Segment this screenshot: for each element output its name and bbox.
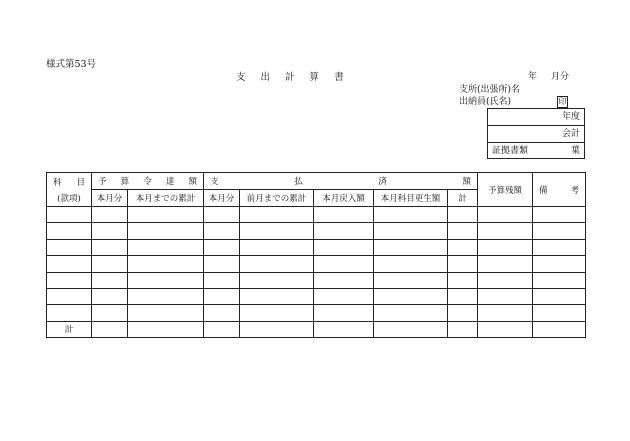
table-cell[interactable] (240, 272, 314, 288)
form-number: 様式第53号 (46, 59, 97, 70)
paid-month-header: 本月分 (204, 190, 240, 207)
paid-char-3: 済 (378, 177, 387, 187)
table-cell[interactable] (374, 288, 448, 304)
table-cell[interactable] (204, 321, 240, 337)
remarks-char-1: 備 (539, 185, 548, 196)
date-year: 年 (528, 72, 538, 82)
table-body (47, 207, 586, 322)
voucher-label: 証拠書類 (492, 146, 529, 156)
table-cell[interactable] (92, 288, 128, 304)
table-cell[interactable] (478, 288, 533, 304)
budget-char-2: 算 (120, 177, 130, 187)
table-row (47, 207, 586, 223)
table-cell[interactable] (204, 272, 240, 288)
paid-total-header: 計 (448, 190, 478, 207)
table-cell[interactable] (314, 272, 374, 288)
table-cell[interactable] (478, 305, 533, 321)
table-cell[interactable] (533, 272, 586, 288)
table-cell[interactable] (47, 223, 92, 239)
table-cell[interactable] (533, 223, 586, 239)
table-cell[interactable] (240, 256, 314, 272)
table-cell[interactable] (47, 272, 92, 288)
table-cell[interactable] (128, 272, 204, 288)
total-row-label: 計 (47, 321, 92, 337)
table-cell[interactable] (240, 288, 314, 304)
table-cell[interactable] (448, 239, 478, 255)
table-cell[interactable] (448, 256, 478, 272)
paid-reclass-header: 本月科目更生額 (374, 190, 448, 207)
table-cell[interactable] (314, 321, 374, 337)
table-cell[interactable] (128, 305, 204, 321)
table-cell[interactable] (448, 321, 478, 337)
table-cell[interactable] (240, 239, 314, 255)
table-cell[interactable] (128, 321, 204, 337)
table-cell[interactable] (314, 256, 374, 272)
budget-char-3: 令 (143, 177, 152, 187)
table-cell[interactable] (448, 272, 478, 288)
table-cell[interactable] (533, 239, 586, 255)
date-month: 月分 (551, 72, 570, 82)
table-cell[interactable] (47, 256, 92, 272)
fiscal-year-label: 年度 (561, 112, 580, 122)
account-label: 会計 (561, 129, 580, 139)
budget-balance-header: 予算残額 (478, 173, 533, 207)
seal-mark: 印 (558, 97, 567, 106)
table-cell[interactable] (478, 256, 533, 272)
table-cell[interactable] (533, 207, 586, 223)
budget-month-header: 本月分 (92, 190, 128, 207)
table-cell[interactable] (204, 288, 240, 304)
table-cell[interactable] (204, 207, 240, 223)
table-cell[interactable] (128, 223, 204, 239)
table-cell[interactable] (240, 223, 314, 239)
table-cell[interactable] (533, 256, 586, 272)
table-row (47, 288, 586, 304)
table-cell[interactable] (47, 207, 92, 223)
budget-char-4: 達 (165, 177, 175, 187)
table-cell[interactable] (478, 321, 533, 337)
item-header (47, 173, 92, 207)
paid-group-header (204, 173, 478, 190)
table-cell[interactable] (92, 207, 128, 223)
table-cell[interactable] (374, 272, 448, 288)
table-cell[interactable] (374, 239, 448, 255)
table-cell[interactable] (47, 288, 92, 304)
item-header-sub: (款項) (57, 193, 81, 204)
table-cell[interactable] (478, 223, 533, 239)
table-cell[interactable] (533, 321, 586, 337)
table-cell[interactable] (92, 239, 128, 255)
table-cell[interactable] (240, 321, 314, 337)
remarks-header (533, 173, 586, 207)
table-row (47, 272, 586, 288)
table-cell[interactable] (314, 288, 374, 304)
table-cell[interactable] (448, 207, 478, 223)
officer-name-label: 出納員(氏名) (459, 97, 512, 107)
table-cell[interactable] (128, 239, 204, 255)
table-cell[interactable] (204, 223, 240, 239)
paid-char-1: 支 (210, 177, 219, 187)
table-cell[interactable] (92, 305, 128, 321)
table-row (47, 223, 586, 239)
table-cell[interactable] (240, 207, 314, 223)
budget-group-header (92, 173, 204, 190)
table-row (47, 239, 586, 255)
item-header-char-2: 目 (76, 177, 85, 188)
table-cell[interactable] (374, 223, 448, 239)
table-cell[interactable] (478, 239, 533, 255)
title-text: 支 出 計 算 書 (236, 72, 350, 83)
table-cell[interactable] (374, 321, 448, 337)
expenditure-table (46, 172, 586, 338)
remarks-char-2: 考 (570, 185, 580, 196)
table-cell[interactable] (374, 207, 448, 223)
table-cell[interactable] (478, 272, 533, 288)
summary-box (487, 108, 585, 159)
table-cell[interactable] (448, 305, 478, 321)
table-row (47, 305, 586, 321)
page-title (236, 72, 350, 83)
table-cell[interactable] (92, 272, 128, 288)
table-cell[interactable] (314, 207, 374, 223)
table-cell[interactable] (314, 239, 374, 255)
table-cell[interactable] (374, 256, 448, 272)
table-cell[interactable] (240, 305, 314, 321)
budget-char-5: 額 (188, 177, 198, 187)
table-cell[interactable] (478, 207, 533, 223)
table-cell[interactable] (128, 207, 204, 223)
table-cell[interactable] (128, 288, 204, 304)
table-cell[interactable] (47, 305, 92, 321)
table-cell[interactable] (314, 223, 374, 239)
table-cell[interactable] (92, 256, 128, 272)
table-cell[interactable] (204, 256, 240, 272)
table-cell[interactable] (47, 239, 92, 255)
voucher-unit: 葉 (570, 146, 580, 156)
branch-office-label: 支所(出張所)名 (459, 85, 521, 95)
table-row (47, 256, 586, 272)
table-cell[interactable] (92, 321, 128, 337)
table-cell[interactable] (314, 305, 374, 321)
table-cell[interactable] (374, 305, 448, 321)
table-cell[interactable] (448, 223, 478, 239)
paid-prev-cumulative-header: 前月までの累計 (240, 190, 314, 207)
table-cell[interactable] (204, 239, 240, 255)
paid-char-4: 額 (462, 177, 472, 187)
budget-char-1: 予 (98, 177, 107, 187)
paid-char-2: 払 (294, 177, 303, 187)
table-cell[interactable] (533, 305, 586, 321)
table-cell[interactable] (533, 288, 586, 304)
table-cell[interactable] (92, 223, 128, 239)
table-cell[interactable] (204, 305, 240, 321)
table-cell[interactable] (448, 288, 478, 304)
paid-refund-header: 本月戻入額 (314, 190, 374, 207)
item-header-char-1: 科 (53, 177, 62, 188)
budget-cumulative-header: 本月までの累計 (128, 190, 204, 207)
table-cell[interactable] (128, 256, 204, 272)
